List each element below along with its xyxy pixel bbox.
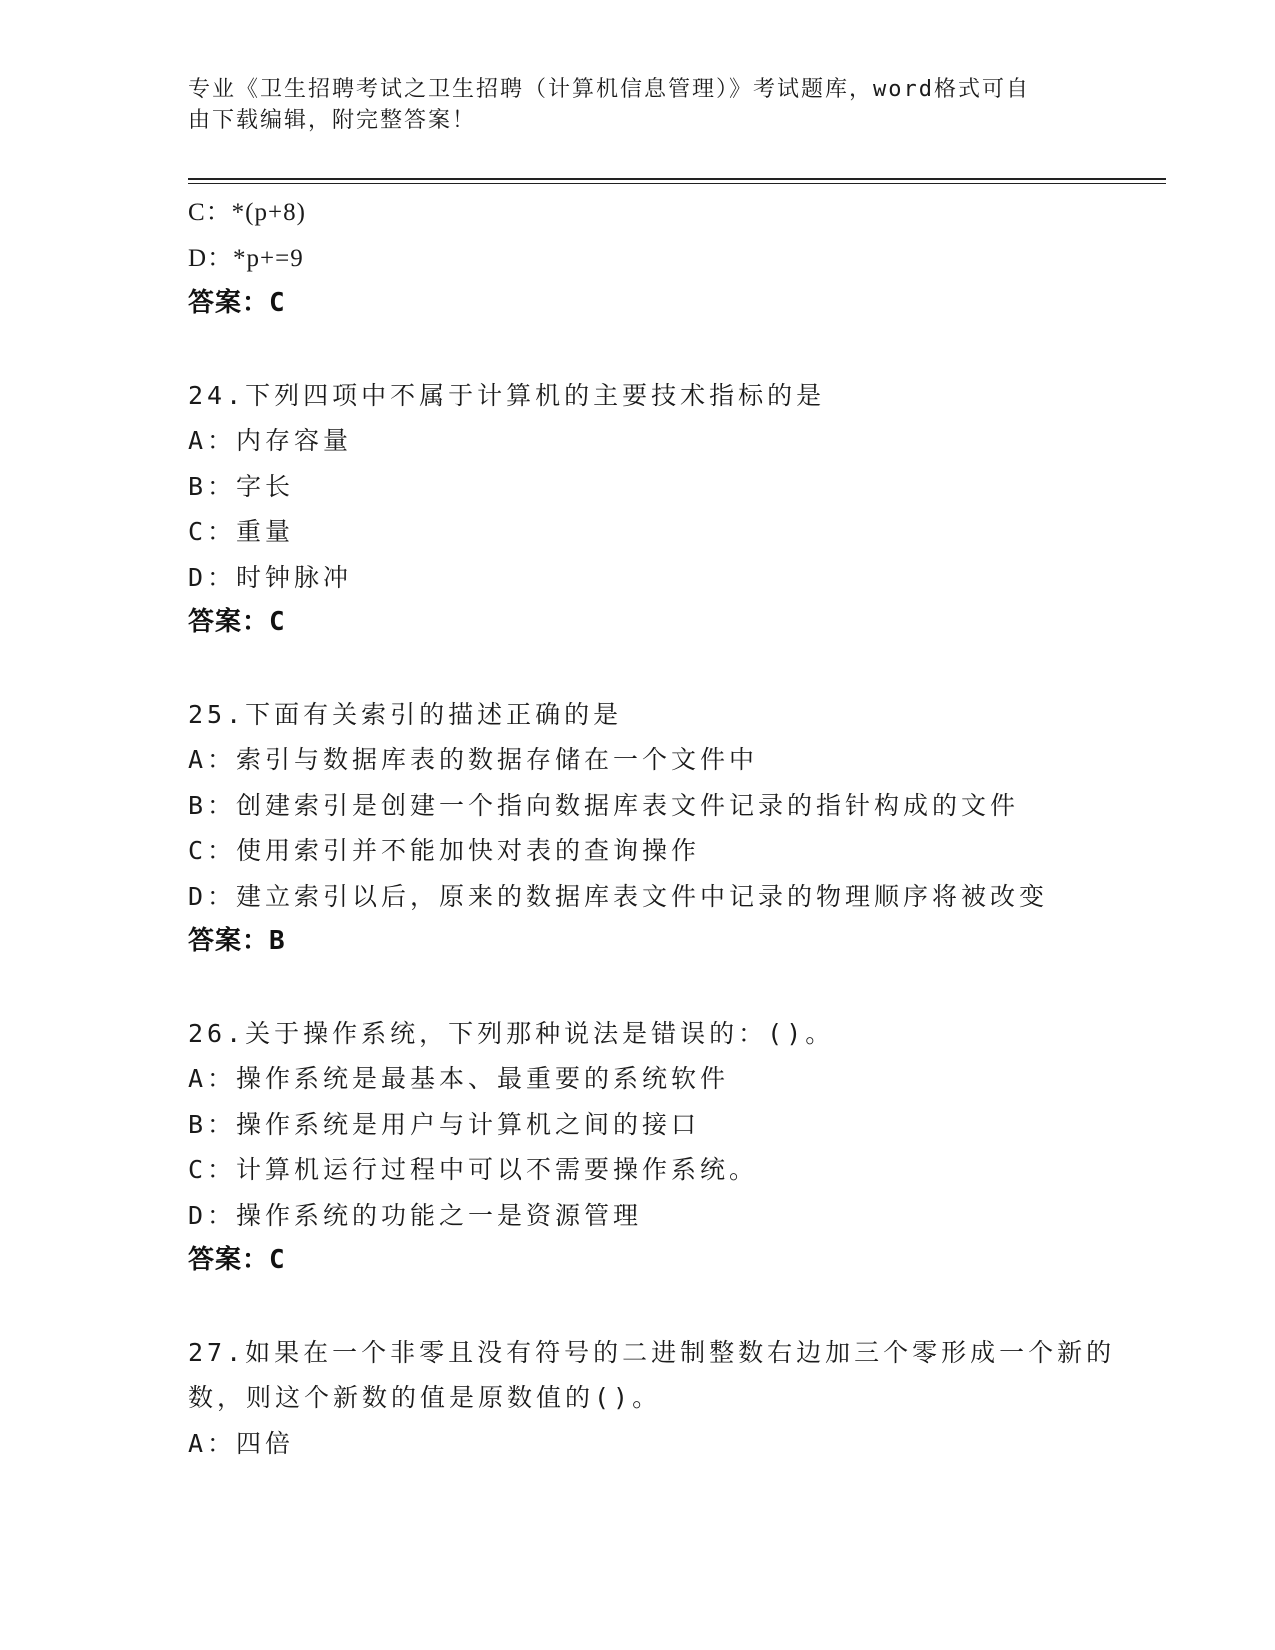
question-25 (188, 692, 1118, 965)
question-23-partial (188, 190, 1118, 327)
question-27 (188, 1330, 1118, 1467)
option-b: B：操作系统是用户与计算机之间的接口 (188, 1109, 701, 1139)
question-stem: 27.如果在一个非零且没有符号的二进制整数右边加三个零形成一个新的数，则这个新数的值是原数值的()。 (188, 1337, 1116, 1412)
option-c: C：*(p+8) (188, 199, 306, 226)
option-d: D：时钟脉冲 (188, 562, 353, 592)
question-stem: 26.关于操作系统，下列那种说法是错误的：()。 (188, 1018, 835, 1048)
option-b: B：字长 (188, 471, 295, 501)
question-list (188, 190, 1118, 1466)
option-c: C：使用索引并不能加快对表的查询操作 (188, 836, 701, 865)
option-a: A：索引与数据库表的数据存储在一个文件中 (188, 745, 759, 774)
option-d: D：操作系统的功能之一是资源管理 (188, 1200, 643, 1230)
question-26 (188, 1011, 1118, 1284)
question-stem: 24.下列四项中不属于计算机的主要技术指标的是 (188, 380, 826, 410)
header-rule-thin (188, 183, 1166, 184)
answer: 答案：C (188, 607, 286, 637)
document-header (188, 74, 1088, 136)
answer: 答案：B (188, 926, 286, 956)
option-a: A：四倍 (188, 1428, 295, 1458)
header-line-1: 专业《卫生招聘考试之卫生招聘（计算机信息管理）》考试题库，word格式可自 (188, 77, 1030, 102)
option-d: D：建立索引以后，原来的数据库表文件中记录的物理顺序将被改变 (188, 881, 1049, 911)
answer: 答案：C (188, 1245, 286, 1275)
option-c: C：计算机运行过程中可以不需要操作系统。 (188, 1155, 759, 1184)
answer: 答案：C (188, 288, 286, 318)
question-stem: 25.下面有关索引的描述正确的是 (188, 699, 623, 729)
option-a: A：内存容量 (188, 426, 353, 455)
question-24 (188, 373, 1118, 646)
option-a: A：操作系统是最基本、最重要的系统软件 (188, 1064, 730, 1093)
header-rule-thick (188, 178, 1166, 180)
header-line-2: 由下载编辑，附完整答案！ (188, 108, 477, 133)
option-c: C：重量 (188, 517, 295, 546)
option-b: B：创建索引是创建一个指向数据库表文件记录的指针构成的文件 (188, 790, 1020, 820)
option-d: D：*p+=9 (188, 244, 304, 272)
